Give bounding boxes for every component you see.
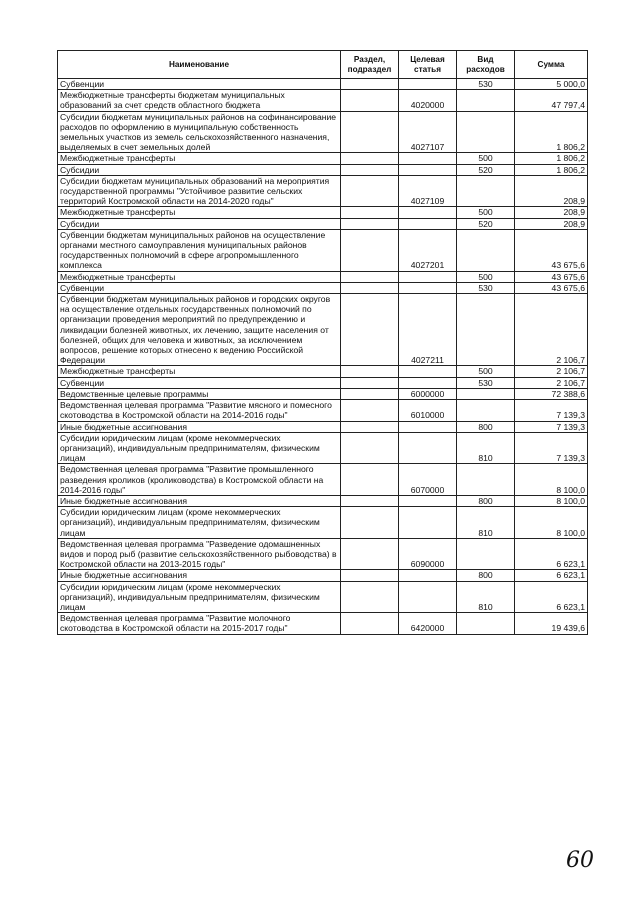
cell-section xyxy=(341,111,399,153)
cell-target xyxy=(399,79,457,90)
cell-section xyxy=(341,388,399,399)
cell-sum: 43 675,6 xyxy=(515,229,588,271)
cell-target: 4027109 xyxy=(399,175,457,207)
cell-target: 4027211 xyxy=(399,294,457,366)
cell-type: 520 xyxy=(457,218,515,229)
table-row xyxy=(58,400,588,421)
cell-name: Субвенции бюджетам муниципальных районов на осуществление органами местного самоуправления муниципальных районов государственных полномочий в сфере агропромышленного комплекса xyxy=(58,229,341,271)
cell-sum: 19 439,6 xyxy=(515,613,588,634)
cell-target xyxy=(399,271,457,282)
cell-name: Субсидии xyxy=(58,164,341,175)
table-row xyxy=(58,207,588,218)
cell-name: Ведомственная целевая программа "Развитие промышленного разведения кроликов (кролиководства) в Костромской области на 2014-2016 годы" xyxy=(58,464,341,496)
cell-section xyxy=(341,164,399,175)
cell-section xyxy=(341,421,399,432)
table-row xyxy=(58,377,588,388)
cell-type: 530 xyxy=(457,377,515,388)
cell-name: Межбюджетные трансферты xyxy=(58,366,341,377)
cell-target xyxy=(399,366,457,377)
cell-sum: 72 388,6 xyxy=(515,388,588,399)
table-row xyxy=(58,294,588,366)
cell-sum: 1 806,2 xyxy=(515,164,588,175)
cell-target xyxy=(399,507,457,539)
cell-type: 810 xyxy=(457,581,515,613)
cell-sum: 6 623,1 xyxy=(515,538,588,570)
column-header-section: Раздел, подраздел xyxy=(341,51,399,79)
cell-section xyxy=(341,218,399,229)
table-row xyxy=(58,432,588,464)
cell-target xyxy=(399,218,457,229)
cell-section xyxy=(341,294,399,366)
cell-sum: 47 797,4 xyxy=(515,90,588,111)
cell-type xyxy=(457,538,515,570)
cell-type: 500 xyxy=(457,366,515,377)
cell-type: 500 xyxy=(457,271,515,282)
cell-name: Субвенции xyxy=(58,282,341,293)
cell-sum: 43 675,6 xyxy=(515,282,588,293)
table-row xyxy=(58,282,588,293)
cell-section xyxy=(341,90,399,111)
cell-target xyxy=(399,377,457,388)
cell-name: Иные бюджетные ассигнования xyxy=(58,421,341,432)
cell-type xyxy=(457,111,515,153)
cell-sum: 8 100,0 xyxy=(515,464,588,496)
cell-section xyxy=(341,581,399,613)
cell-name: Межбюджетные трансферты xyxy=(58,271,341,282)
cell-target: 6070000 xyxy=(399,464,457,496)
cell-type: 530 xyxy=(457,282,515,293)
cell-target xyxy=(399,570,457,581)
cell-target: 6090000 xyxy=(399,538,457,570)
cell-name: Субсидии бюджетам муниципальных районов на софинансирование расходов по оформлению в муниципальную собственность земельных участков из земель сельскохозяйственного назначения, выделяемых в счет земельных долей xyxy=(58,111,341,153)
cell-type xyxy=(457,464,515,496)
cell-section xyxy=(341,495,399,506)
cell-section xyxy=(341,207,399,218)
cell-section xyxy=(341,271,399,282)
table-row xyxy=(58,111,588,153)
cell-name: Межбюджетные трансферты xyxy=(58,207,341,218)
table-row xyxy=(58,175,588,207)
cell-name: Межбюджетные трансферты бюджетам муниципальных образований за счет средств областного бюджета xyxy=(58,90,341,111)
cell-name: Субвенции бюджетам муниципальных районов и городских округов на осуществление отдельных государственных полномочий по организации проведения мероприятий по предупреждению и ликвидации болезней животных, их лечению, защите населения от болезней, общих для человека и животных, за исключением вопросов, решение которых отнесено к ведению Российской Федерации xyxy=(58,294,341,366)
cell-target: 6420000 xyxy=(399,613,457,634)
cell-target xyxy=(399,432,457,464)
cell-name: Иные бюджетные ассигнования xyxy=(58,570,341,581)
cell-name: Субсидии юридическим лицам (кроме некоммерческих организаций), индивидуальным предпринимателям, физическим лицам xyxy=(58,432,341,464)
cell-type: 810 xyxy=(457,432,515,464)
cell-section xyxy=(341,366,399,377)
cell-target xyxy=(399,207,457,218)
cell-target: 6000000 xyxy=(399,388,457,399)
cell-sum: 7 139,3 xyxy=(515,421,588,432)
cell-sum: 8 100,0 xyxy=(515,507,588,539)
cell-type: 520 xyxy=(457,164,515,175)
cell-section xyxy=(341,432,399,464)
table-row xyxy=(58,464,588,496)
budget-table xyxy=(57,50,588,635)
cell-section xyxy=(341,229,399,271)
table-row xyxy=(58,229,588,271)
cell-name: Ведомственная целевая программа "Развитие мясного и помесного скотоводства в Костромской области на 2014-2016 годы" xyxy=(58,400,341,421)
cell-name: Ведомственная целевая программа "Разведение одомашненных видов и пород рыб (развитие сельскохозяйственного рыбоводства) в Костромской области на 2013-2015 годы" xyxy=(58,538,341,570)
cell-sum: 1 806,2 xyxy=(515,153,588,164)
cell-section xyxy=(341,282,399,293)
cell-sum: 5 000,0 xyxy=(515,79,588,90)
cell-type: 800 xyxy=(457,570,515,581)
cell-section xyxy=(341,175,399,207)
cell-type xyxy=(457,229,515,271)
cell-name: Ведомственная целевая программа "Развитие молочного скотоводства в Костромской области на 2015-2017 годы" xyxy=(58,613,341,634)
cell-sum: 2 106,7 xyxy=(515,377,588,388)
cell-type xyxy=(457,90,515,111)
cell-sum: 43 675,6 xyxy=(515,271,588,282)
cell-sum: 6 623,1 xyxy=(515,581,588,613)
cell-section xyxy=(341,538,399,570)
cell-sum: 1 806,2 xyxy=(515,111,588,153)
table-row xyxy=(58,79,588,90)
page-number: 60 xyxy=(566,848,594,873)
cell-type: 800 xyxy=(457,495,515,506)
column-header-type: Вид расходов xyxy=(457,51,515,79)
cell-type xyxy=(457,388,515,399)
cell-sum: 7 139,3 xyxy=(515,400,588,421)
table-row xyxy=(58,421,588,432)
cell-name: Субсидии юридическим лицам (кроме некоммерческих организаций), индивидуальным предпринимателям, физическим лицам xyxy=(58,581,341,613)
cell-name: Ведомственные целевые программы xyxy=(58,388,341,399)
cell-type: 530 xyxy=(457,79,515,90)
cell-target xyxy=(399,495,457,506)
cell-type xyxy=(457,294,515,366)
cell-section xyxy=(341,507,399,539)
table-row xyxy=(58,570,588,581)
cell-target: 4027107 xyxy=(399,111,457,153)
cell-type xyxy=(457,175,515,207)
cell-type: 800 xyxy=(457,421,515,432)
cell-section xyxy=(341,570,399,581)
cell-section xyxy=(341,153,399,164)
cell-target xyxy=(399,282,457,293)
column-header-name: Наименование xyxy=(58,51,341,79)
table-row xyxy=(58,153,588,164)
cell-type: 500 xyxy=(457,153,515,164)
cell-type xyxy=(457,613,515,634)
table-header-row xyxy=(58,51,588,79)
table-row xyxy=(58,164,588,175)
cell-sum: 6 623,1 xyxy=(515,570,588,581)
cell-type xyxy=(457,400,515,421)
column-header-target: Целевая статья xyxy=(399,51,457,79)
table-row xyxy=(58,495,588,506)
cell-name: Межбюджетные трансферты xyxy=(58,153,341,164)
cell-target: 6010000 xyxy=(399,400,457,421)
cell-name: Субсидии юридическим лицам (кроме некоммерческих организаций), индивидуальным предпринимателям, физическим лицам xyxy=(58,507,341,539)
cell-type: 810 xyxy=(457,507,515,539)
cell-sum: 2 106,7 xyxy=(515,366,588,377)
table-row xyxy=(58,538,588,570)
table-row xyxy=(58,581,588,613)
cell-name: Субсидии xyxy=(58,218,341,229)
table-row xyxy=(58,388,588,399)
column-header-sum: Сумма xyxy=(515,51,588,79)
table-row xyxy=(58,218,588,229)
table-row xyxy=(58,366,588,377)
cell-section xyxy=(341,464,399,496)
cell-sum: 8 100,0 xyxy=(515,495,588,506)
cell-type: 500 xyxy=(457,207,515,218)
cell-name: Иные бюджетные ассигнования xyxy=(58,495,341,506)
cell-name: Субвенции xyxy=(58,377,341,388)
table-row xyxy=(58,90,588,111)
cell-name: Субвенции xyxy=(58,79,341,90)
cell-section xyxy=(341,377,399,388)
cell-target xyxy=(399,581,457,613)
table-row xyxy=(58,271,588,282)
cell-target xyxy=(399,421,457,432)
table-row xyxy=(58,613,588,634)
table-row xyxy=(58,507,588,539)
cell-target xyxy=(399,164,457,175)
cell-section xyxy=(341,400,399,421)
cell-section xyxy=(341,79,399,90)
cell-sum: 7 139,3 xyxy=(515,432,588,464)
cell-sum: 208,9 xyxy=(515,175,588,207)
cell-sum: 208,9 xyxy=(515,218,588,229)
cell-target xyxy=(399,153,457,164)
cell-sum: 208,9 xyxy=(515,207,588,218)
cell-name: Субсидии бюджетам муниципальных образований на мероприятия государственной программы "Устойчивое развитие сельских территорий Костромской области на 2014-2020 годы" xyxy=(58,175,341,207)
cell-sum: 2 106,7 xyxy=(515,294,588,366)
cell-target: 4020000 xyxy=(399,90,457,111)
cell-target: 4027201 xyxy=(399,229,457,271)
cell-section xyxy=(341,613,399,634)
